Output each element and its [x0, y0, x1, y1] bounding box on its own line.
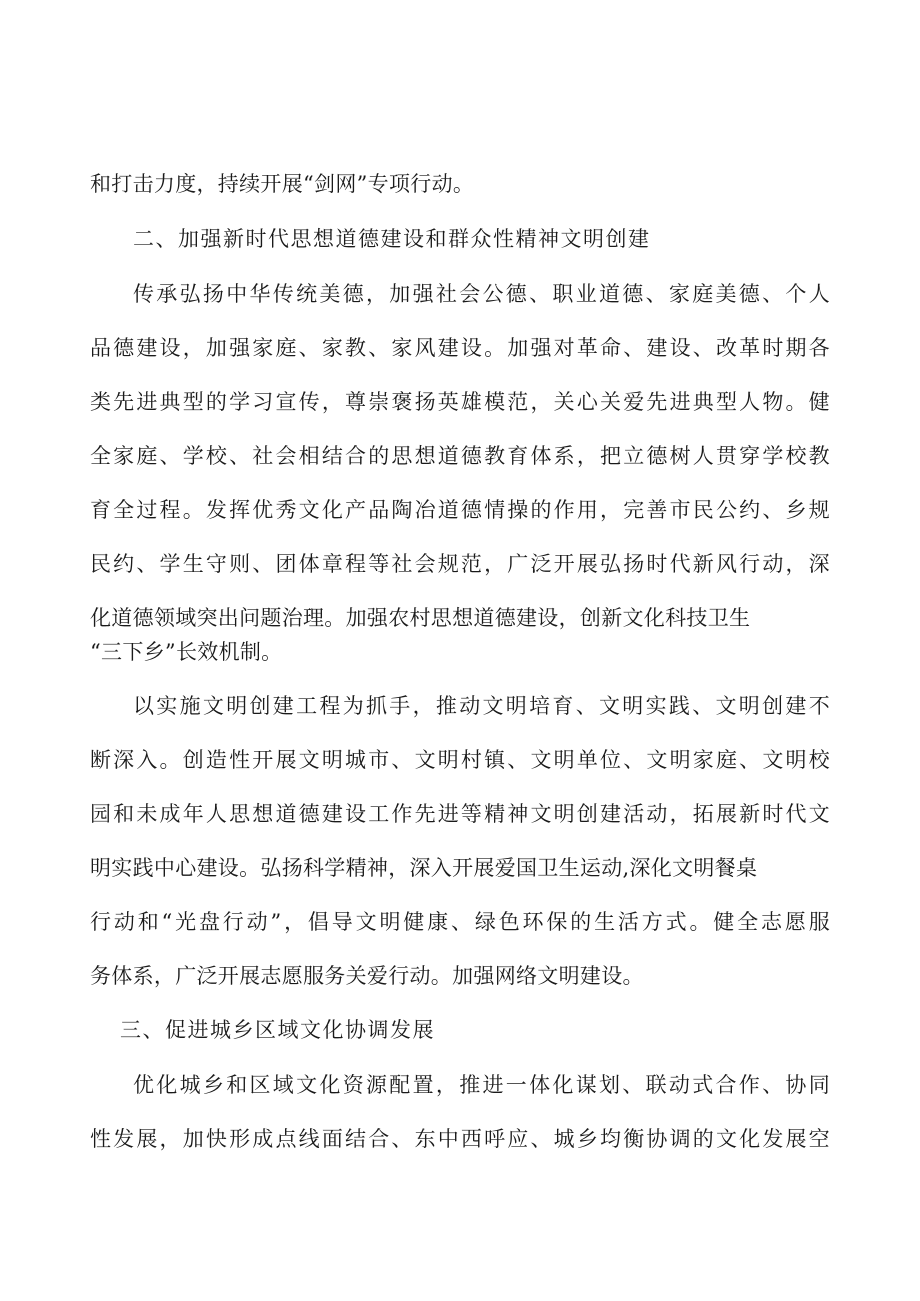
- section-3-heading: 三、促进城乡区域文化协调发展: [120, 1018, 435, 1042]
- paragraph-line: 全家庭、学校、社会相结合的思想道德教育体系，把立德树人贯穿学校教: [90, 444, 830, 468]
- paragraph-line: 品德建设，加强家庭、家教、家风建设。加强对革命、建设、改革时期各: [90, 336, 830, 360]
- paragraph-line: 类先进典型的学习宣传，尊崇褒扬英雄模范，关心关爱先进典型人物。健: [90, 390, 830, 414]
- paragraph-fragment-line: 和打击力度，持续开展“剑网”专项行动。: [90, 172, 475, 196]
- paragraph-line: 传承弘扬中华传统美德，加强社会公德、职业道德、家庭美德、个人: [133, 282, 830, 306]
- paragraph-line: 化道德领域突出问题治理。加强农村思想道德建设，创新文化科技卫生: [90, 606, 751, 630]
- paragraph-line: 明实践中心建设。弘扬科学精神，深入开展爱国卫生运动,深化文明餐桌: [90, 856, 758, 880]
- paragraph-line: 民约、学生守则、团体章程等社会规范，广泛开展弘扬时代新风行动，深: [90, 552, 830, 576]
- paragraph-line: “三下乡”长效机制。: [90, 640, 283, 664]
- paragraph-line: 以实施文明创建工程为抓手，推动文明培育、文明实践、文明创建不: [133, 694, 830, 718]
- paragraph-line: 性发展，加快形成点线面结合、东中西呼应、城乡均衡协调的文化发展空: [90, 1127, 830, 1151]
- paragraph-line: 园和未成年人思想道德建设工作先进等精神文明创建活动，拓展新时代文: [90, 802, 830, 826]
- paragraph-line: 断深入。创造性开展文明城市、文明村镇、文明单位、文明家庭、文明校: [90, 748, 830, 772]
- paragraph-line: 行动和“光盘行动”，倡导文明健康、绿色环保的生活方式。健全志愿服: [90, 910, 830, 934]
- paragraph-line: 育全过程。发挥优秀文化产品陶冶道德情操的作用，完善市民公约、乡规: [90, 498, 830, 522]
- paragraph-line: 优化城乡和区域文化资源配置，推进一体化谋划、联动式合作、协同: [133, 1073, 830, 1097]
- section-2-heading: 二、加强新时代思想道德建设和群众性精神文明创建: [133, 227, 651, 251]
- paragraph-line: 务体系，广泛开展志愿服务关爱行动。加强网络文明建设。: [90, 964, 644, 988]
